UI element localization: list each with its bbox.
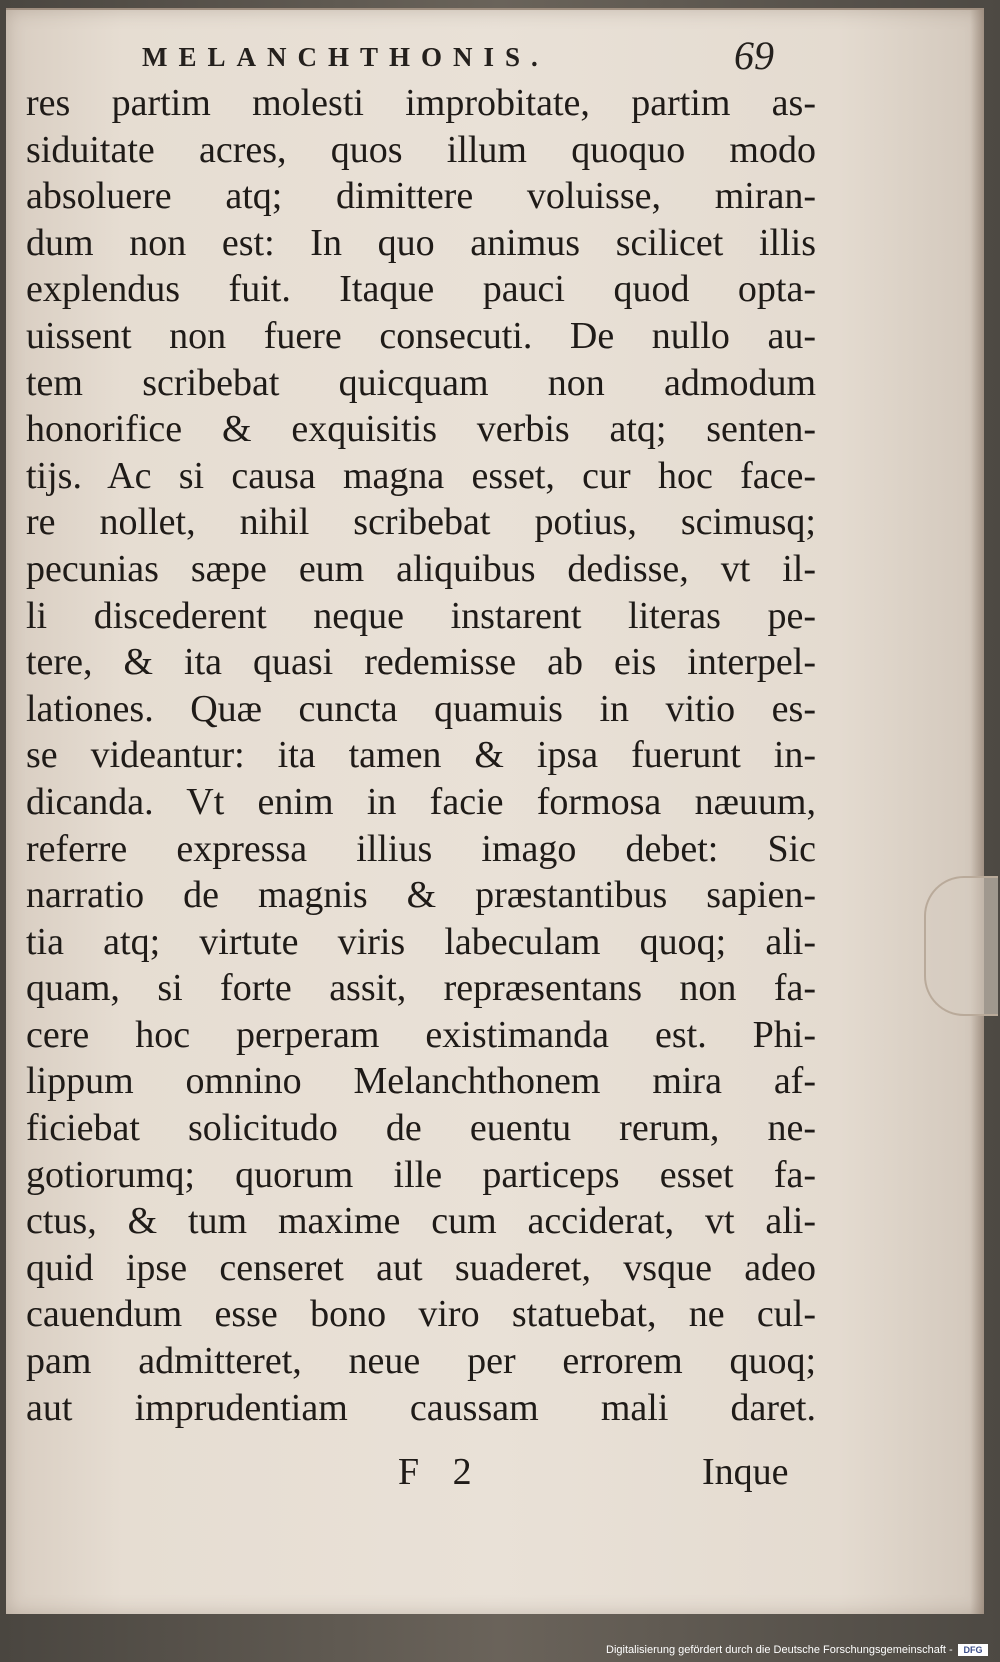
text-line: cauendum esse bono viro statuebat, ne cul- <box>26 1293 816 1336</box>
signature-mark: F 2 <box>398 1451 484 1493</box>
text-line: ctus, & tum maxime cum acciderat, vt ali- <box>26 1200 816 1243</box>
clip-mark <box>924 876 998 1016</box>
page-footer <box>26 1450 816 1500</box>
book-page <box>6 8 984 1614</box>
page-edge-shadow <box>970 10 984 1614</box>
credit-text: Digitalisierung gefördert durch die Deutsche Forschungsgemeinschaft - <box>606 1644 953 1656</box>
page-header <box>136 32 786 82</box>
text-line: honorifice & exquisitis verbis atq; senten- <box>26 408 816 451</box>
text-line: cere hoc perperam existimanda est. Phi- <box>26 1013 816 1056</box>
catchword: Inque <box>702 1451 789 1493</box>
running-head: MELANCHTHONIS. <box>142 42 549 72</box>
text-line: uissent non fuere consecuti. De nullo au- <box>26 314 816 357</box>
text-line: explendus fuit. Itaque pauci quod opta- <box>26 268 816 311</box>
text-line: li discederent neque instarent literas pe- <box>26 594 816 637</box>
text-line: re nollet, nihil scribebat potius, scimusq; <box>26 501 816 544</box>
text-line: pecunias sæpe eum aliquibus dedisse, vt il- <box>26 547 816 590</box>
text-line: tia atq; virtute viris labeculam quoq; ali- <box>26 920 816 963</box>
text-line: referre expressa illius imago debet: Sic <box>26 827 816 870</box>
text-line: quid ipse censeret aut suaderet, vsque adeo <box>26 1246 816 1289</box>
text-line: tem scribebat quicquam non admodum <box>26 361 816 404</box>
text-line: narratio de magnis & præstantibus sapien- <box>26 874 816 917</box>
text-line: gotiorumq; quorum ille particeps esset fa- <box>26 1153 816 1196</box>
text-line: dum non est: In quo animus scilicet illis <box>26 221 816 264</box>
text-line: res partim molesti improbitate, partim as- <box>26 82 816 124</box>
page-number: 69 <box>734 33 774 78</box>
text-line: aut imprudentiam caussam mali daret. <box>26 1386 816 1429</box>
text-line: se videantur: ita tamen & ipsa fuerunt in- <box>26 734 816 777</box>
dfg-logo: DFG <box>958 1644 988 1656</box>
body-text <box>26 80 816 1431</box>
text-line: absoluere atq; dimittere voluisse, miran- <box>26 175 816 218</box>
text-line: lationes. Quæ cuncta quamuis in vitio es- <box>26 687 816 730</box>
text-line: ficiebat solicitudo de euentu rerum, ne- <box>26 1107 816 1150</box>
text-line: quam, si forte assit, repræsentans non fa- <box>26 967 816 1010</box>
text-line: tere, & ita quasi redemisse ab eis interpel- <box>26 641 816 684</box>
text-line: pam admitteret, neue per errorem quoq; <box>26 1340 816 1383</box>
text-line: lippum omnino Melanchthonem mira af- <box>26 1060 816 1103</box>
text-line: siduitate acres, quos illum quoquo modo <box>26 128 816 171</box>
text-line: tijs. Ac si causa magna esset, cur hoc face- <box>26 454 816 497</box>
digitization-credit <box>606 1642 994 1658</box>
text-line: dicanda. Vt enim in facie formosa næuum, <box>26 780 816 823</box>
